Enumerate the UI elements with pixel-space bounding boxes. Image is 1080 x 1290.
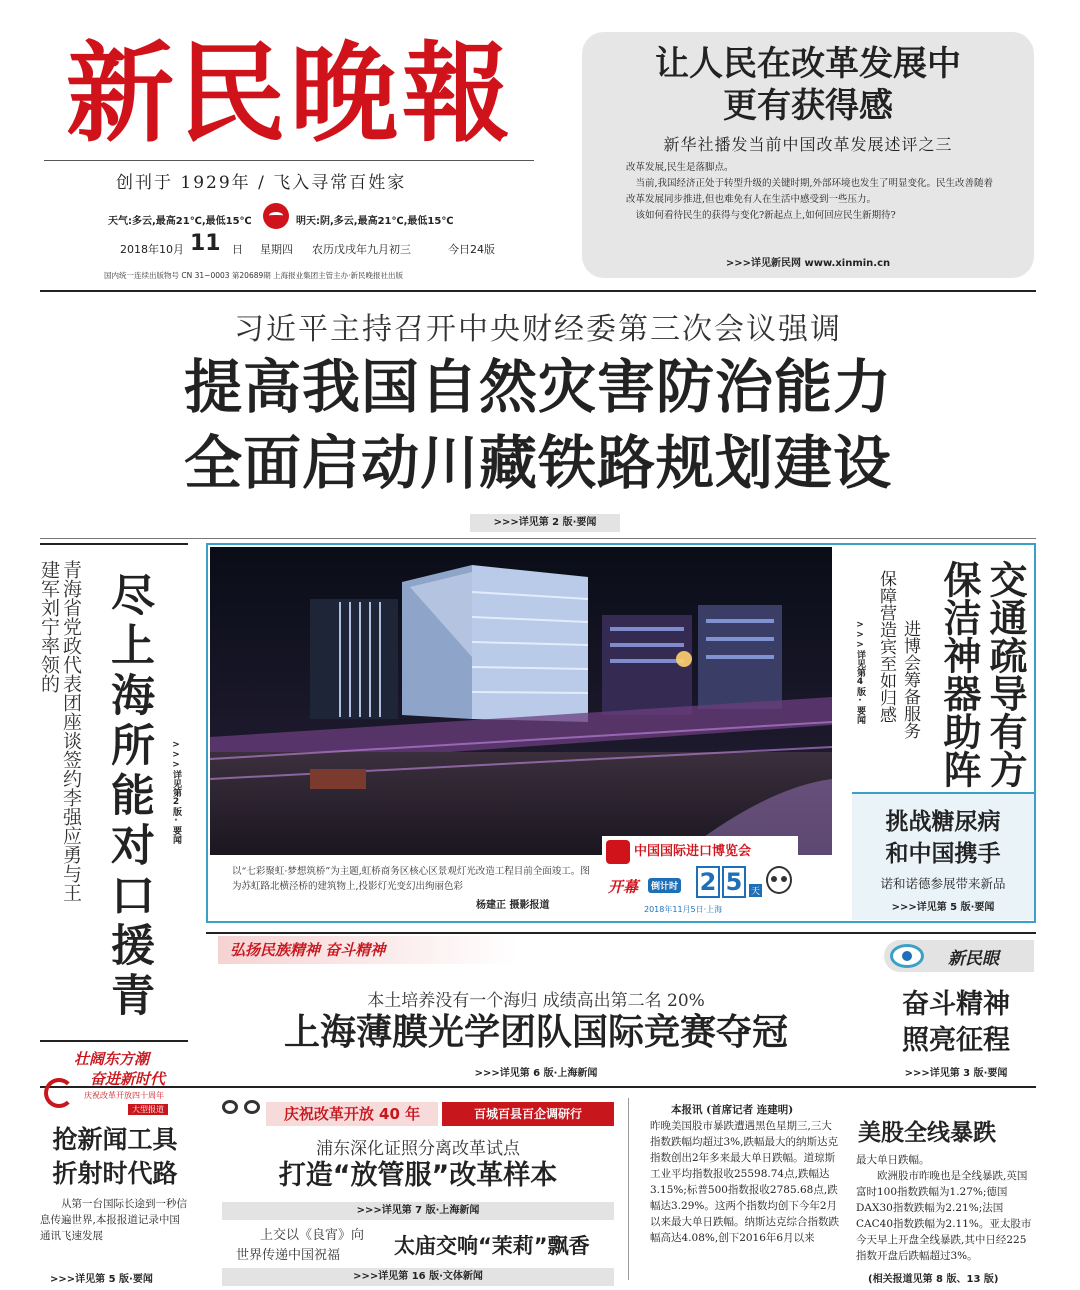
lead-headline-2: 全面启动川藏铁路规划建设 — [183, 429, 892, 497]
masthead-divider — [44, 160, 534, 161]
expo-date: 2018年11月5日·上海 — [644, 905, 723, 914]
countdown-digit-2: 5 — [722, 866, 746, 898]
stock-column-text: 昨晚美国股市暴跌遭遇黑色星期三,三大指数跌幅均超过3%,跌幅最大的纳斯达克指数创出2年多来最大单日跌幅。道琼斯工业平均指数报收25598.74点,跌幅达3.15%;标普500指数报收2785.68点,跌幅达3.29%。这两个指数均创下今年2月以来最大单日跌幅。纳斯达克综合指数跌幅高达4.08%,创下2016年6月以来 — [650, 1120, 839, 1244]
badge-line-2: 奋进新时代 — [90, 1070, 166, 1088]
xinmin-eye-tag — [884, 940, 1034, 972]
weather-tomorrow: 明天:阴,多云,最高21℃,最低15℃ — [296, 216, 454, 227]
top-story-subtitle: 新华社播发当前中国改革发展述评之三 — [663, 135, 953, 154]
temple-ref[interactable]: >>>详见第 16 版·文体新闻 — [222, 1268, 614, 1286]
masthead-title: 新民晚報 — [65, 31, 514, 157]
expo-countdown-mid: 倒计时 — [648, 878, 681, 893]
lead-rule — [40, 538, 1036, 539]
stock-story-text-2: 欧洲股市昨晚也是全线暴跌,英国富时100指数跌幅为1.27%;德国DAX30指数跌幅为2.21%;法国CAC40指数跌幅为2.11%。亚太股市今天早上开盘全线暴跌,其中日经225指数开盘后跌幅超过3%。 — [856, 1170, 1032, 1262]
top-story-body — [626, 160, 998, 224]
top-story-headline-2: 更有获得感 — [723, 86, 893, 126]
eye-icon — [890, 944, 924, 968]
top-story-headline-1: 让人民在改革发展中 — [655, 44, 961, 84]
badge-line-4: 大型报道 — [128, 1104, 168, 1115]
stock-headline: 美股全线暴跌 — [858, 1120, 996, 1146]
reform-tag: 庆祝改革开放 40 年 — [266, 1102, 438, 1126]
newspaper-logo-icon — [263, 203, 289, 229]
registration-line: 国内统一连续出版物号 CN 31−0003 第20689期 上海报业集团主管主办·新民晚报社出版 — [104, 271, 404, 280]
anniversary-ring-icon — [44, 1078, 74, 1108]
left-story-top-rule — [40, 543, 188, 545]
stock-story-body — [856, 1152, 1036, 1264]
bottom-left-headline-1: 抢新闻工具 — [52, 1125, 178, 1154]
banner-rule — [206, 932, 1036, 934]
top-story-p3: 该如何看待民生的获得与变化?新起点上,如何回应民生新期待? — [635, 210, 896, 221]
date-day: 11 — [190, 231, 221, 256]
lead-kicker: 习近平主持召开中央财经委第三次会议强调 — [234, 312, 842, 347]
lead-ref[interactable]: >>>详见第 2 版·要闻 — [470, 514, 620, 532]
expo-logo-icon — [606, 840, 630, 864]
traffic-ref[interactable]: >>>详见第4版·要闻 — [855, 620, 865, 724]
left-story-headline: 尽上海所能对口援青 — [103, 572, 154, 1022]
temple-kicker-2: 世界传递中国祝福 — [236, 1248, 341, 1263]
top-story-p2: 当前,我国经济正处于转型升级的关键时期,外部环境也发生了明显变化。民生改善随着改革发展同步推进,但也难免有人在生活中感受到一些压力。 — [626, 178, 994, 205]
photo-caption: 以“七彩聚虹·梦想筑桥”为主题,虹桥商务区核心区景观灯光改造工程目前全面竣工。图为苏虹路北横泾桥的建筑物上,投影灯光变幻出绚丽色彩 — [232, 866, 590, 892]
issue-date-row — [120, 233, 540, 257]
glasses-icon — [222, 1096, 262, 1116]
lunar-date: 农历戊戌年九月初三 — [312, 243, 411, 256]
traffic-sub-2: 保障营造宾至如归感 — [876, 570, 896, 723]
lead-headline-1: 提高我国自然灾害防治能力 — [183, 353, 892, 421]
anniversary-badge — [44, 1048, 188, 1118]
reform-tag-2: 百城百县百企调研行 — [442, 1102, 614, 1126]
top-story-p1: 改革发展,民生是落脚点。 — [626, 162, 734, 173]
bottom-left-top-rule — [40, 1040, 188, 1042]
xinmin-eye-ref[interactable]: >>>详见第 3 版·要闻 — [904, 1068, 1008, 1079]
left-story-subtitle: 青海省党政代表团座谈签约李强应勇与王建军刘宁率领的 — [38, 560, 82, 902]
reform-kicker: 浦东深化证照分离改革试点 — [316, 1139, 520, 1159]
masthead — [44, 30, 536, 288]
stock-story-text-1: 最大单日跌幅。 — [856, 1154, 930, 1166]
temple-kicker-1: 上交以《良宵》向 — [260, 1228, 365, 1243]
bottom-left-body: 从第一台国际长途到一秒信息传遍世界,本报报道记录中国通讯飞速发展 — [40, 1198, 187, 1242]
diabetes-headline-1: 挑战糖尿病 — [885, 809, 1001, 835]
panda-mascot-icon — [766, 866, 792, 894]
stock-column — [650, 1102, 840, 1246]
left-story-ref[interactable]: >>>详见第2版·要闻 — [171, 740, 181, 844]
xinmin-eye-headline-2: 照亮征程 — [902, 1025, 1010, 1056]
top-story-box — [582, 32, 1034, 278]
badge-line-1: 壮阔东方潮 — [74, 1050, 150, 1068]
stock-ref[interactable]: (相关报道见第 8 版、13 版) — [868, 1274, 999, 1285]
expo-countdown-label: 开幕 — [608, 878, 639, 896]
temple-headline: 太庙交响“茉莉”飘香 — [394, 1234, 590, 1258]
top-story-ref[interactable]: >>>详见新民网 www.xinmin.cn — [725, 258, 891, 269]
optics-ref[interactable]: >>>详见第 6 版·上海新闻 — [474, 1068, 598, 1079]
expo-countdown-badge — [602, 836, 798, 918]
masthead-slogan: 创刊于 1929年 / 飞入寻常百姓家 — [116, 173, 407, 193]
reform-ref[interactable]: >>>详见第 7 版·上海新闻 — [222, 1202, 614, 1220]
column-divider — [628, 1098, 629, 1280]
diabetes-ref[interactable]: >>>详见第 5 版·要闻 — [891, 902, 995, 913]
top-rule — [40, 290, 1036, 292]
date-suffix: 日 — [232, 243, 243, 256]
date-prefix: 2018年10月 — [120, 243, 184, 256]
xinmin-eye-headline-1: 奋斗精神 — [902, 989, 1010, 1020]
diabetes-sub: 诺和诺德参展带来新品 — [880, 876, 1006, 891]
stock-byline: 本报讯 (首席记者 连建明) — [671, 1104, 794, 1116]
bottom-left-headline-2: 折射时代路 — [52, 1159, 178, 1188]
badge-line-3: 庆祝改革开放四十周年 — [84, 1091, 164, 1100]
bottom-left-ref[interactable]: >>>详见第 5 版·要闻 — [50, 1274, 153, 1285]
night-photo — [210, 547, 832, 855]
traffic-sub-1: 进博会筹备服务 — [900, 620, 920, 739]
reform-headline: 打造“放管服”改革样本 — [278, 1160, 558, 1191]
optics-headline: 上海薄膜光学团队国际竞赛夺冠 — [283, 1012, 788, 1053]
weather-today: 天气:多云,最高21℃,最低15℃ — [108, 216, 252, 227]
xinmin-eye-label: 新民眼 — [948, 949, 999, 969]
countdown-day-unit: 天 — [749, 884, 762, 897]
diabetes-headline-2: 和中国携手 — [885, 841, 1001, 867]
weekday: 星期四 — [260, 243, 293, 256]
expo-title: 中国国际进口博览会 — [634, 844, 752, 859]
banner-text: 弘扬民族精神 奋斗精神 — [218, 936, 518, 964]
traffic-headline: 交通疏导有方保洁神器助阵 — [937, 560, 1027, 788]
countdown-digit-1: 2 — [696, 866, 720, 898]
page-count: 今日24版 — [448, 243, 495, 256]
bottom-rule — [40, 1086, 1036, 1088]
photo-credit: 杨建正 摄影报道 — [476, 900, 550, 911]
optics-kicker: 本土培养没有一个海归 成绩高出第二名 20% — [367, 991, 705, 1011]
